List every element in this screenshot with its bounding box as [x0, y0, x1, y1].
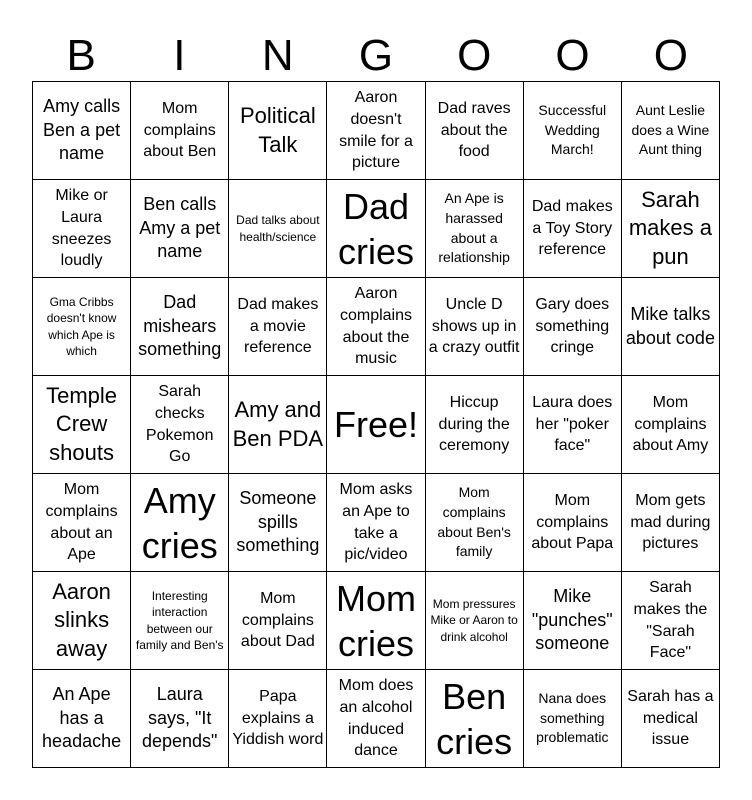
bingo-cell[interactable]: Mom complains about Amy: [622, 376, 720, 474]
bingo-cell[interactable]: Mom gets mad during pictures: [622, 474, 720, 572]
bingo-cell[interactable]: Nana does something problematic: [524, 670, 622, 768]
bingo-cell[interactable]: Sarah checks Pokemon Go: [131, 376, 229, 474]
bingo-cell[interactable]: Sarah has a medical issue: [622, 670, 720, 768]
bingo-cell[interactable]: Ben cries: [426, 670, 524, 768]
bingo-cell[interactable]: Interesting interaction between our family and Ben's: [131, 572, 229, 670]
bingo-cell[interactable]: Amy cries: [131, 474, 229, 572]
bingo-cell[interactable]: Mom asks an Ape to take a pic/video: [327, 474, 425, 572]
bingo-cell[interactable]: Mom cries: [327, 572, 425, 670]
bingo-cell[interactable]: Dad makes a Toy Story reference: [524, 180, 622, 278]
bingo-cell[interactable]: Mom complains about an Ape: [33, 474, 131, 572]
bingo-cell[interactable]: Hiccup during the ceremony: [426, 376, 524, 474]
bingo-cell[interactable]: Laura says, "It depends": [131, 670, 229, 768]
bingo-cell[interactable]: Mom complains about Ben: [131, 82, 229, 180]
bingo-cell[interactable]: Aaron complains about the music: [327, 278, 425, 376]
bingo-cell[interactable]: Mom does an alcohol induced dance: [327, 670, 425, 768]
header-letter-o-2: O: [555, 31, 590, 80]
header-letter-n: N: [261, 31, 294, 80]
bingo-cell[interactable]: Amy calls Ben a pet name: [33, 82, 131, 180]
free-space-cell[interactable]: Free!: [327, 376, 425, 474]
header-letter-g: G: [358, 31, 394, 80]
bingo-cell[interactable]: Dad talks about health/science: [229, 180, 327, 278]
bingo-cell[interactable]: Dad mishears something: [131, 278, 229, 376]
bingo-cell[interactable]: Temple Crew shouts: [33, 376, 131, 474]
bingo-cell[interactable]: Aunt Leslie does a Wine Aunt thing: [622, 82, 720, 180]
bingo-cell[interactable]: Aaron doesn't smile for a picture: [327, 82, 425, 180]
bingo-cell[interactable]: Sarah makes the "Sarah Face": [622, 572, 720, 670]
bingo-grid: [32, 81, 720, 768]
bingo-cell[interactable]: Papa explains a Yiddish word: [229, 670, 327, 768]
bingo-cell[interactable]: Mom complains about Dad: [229, 572, 327, 670]
bingo-cell[interactable]: Mom pressures Mike or Aaron to drink alcohol: [426, 572, 524, 670]
bingo-cell[interactable]: Dad raves about the food: [426, 82, 524, 180]
bingo-cell[interactable]: Someone spills something: [229, 474, 327, 572]
bingo-cell[interactable]: Amy and Ben PDA: [229, 376, 327, 474]
bingo-cell[interactable]: Mike "punches" someone: [524, 572, 622, 670]
bingo-cell[interactable]: Uncle D shows up in a crazy outfit: [426, 278, 524, 376]
bingo-cell[interactable]: Dad cries: [327, 180, 425, 278]
bingo-cell[interactable]: An Ape is harassed about a relationship: [426, 180, 524, 278]
bingo-cell[interactable]: Mike talks about code: [622, 278, 720, 376]
bingo-cell[interactable]: Ben calls Amy a pet name: [131, 180, 229, 278]
bingo-cell[interactable]: Gma Cribbs doesn't know which Ape is which: [33, 278, 131, 376]
bingo-cell[interactable]: Political Talk: [229, 82, 327, 180]
bingo-cell[interactable]: Dad makes a movie reference: [229, 278, 327, 376]
bingo-cell[interactable]: Aaron slinks away: [33, 572, 131, 670]
bingo-cell[interactable]: Mike or Laura sneezes loudly: [33, 180, 131, 278]
bingo-cell[interactable]: Laura does her "poker face": [524, 376, 622, 474]
bingo-header: [32, 30, 720, 82]
bingo-cell[interactable]: An Ape has a headache: [33, 670, 131, 768]
bingo-cell[interactable]: Mom complains about Ben's family: [426, 474, 524, 572]
header-letter-o-3: O: [653, 31, 688, 80]
header-letter-o-1: O: [457, 31, 492, 80]
bingo-cell[interactable]: Sarah makes a pun: [622, 180, 720, 278]
bingo-cell[interactable]: Gary does something cringe: [524, 278, 622, 376]
header-letter-i: I: [173, 31, 186, 80]
bingo-cell[interactable]: Successful Wedding March!: [524, 82, 622, 180]
bingo-cell[interactable]: Mom complains about Papa: [524, 474, 622, 572]
header-letter-b: B: [66, 31, 96, 80]
